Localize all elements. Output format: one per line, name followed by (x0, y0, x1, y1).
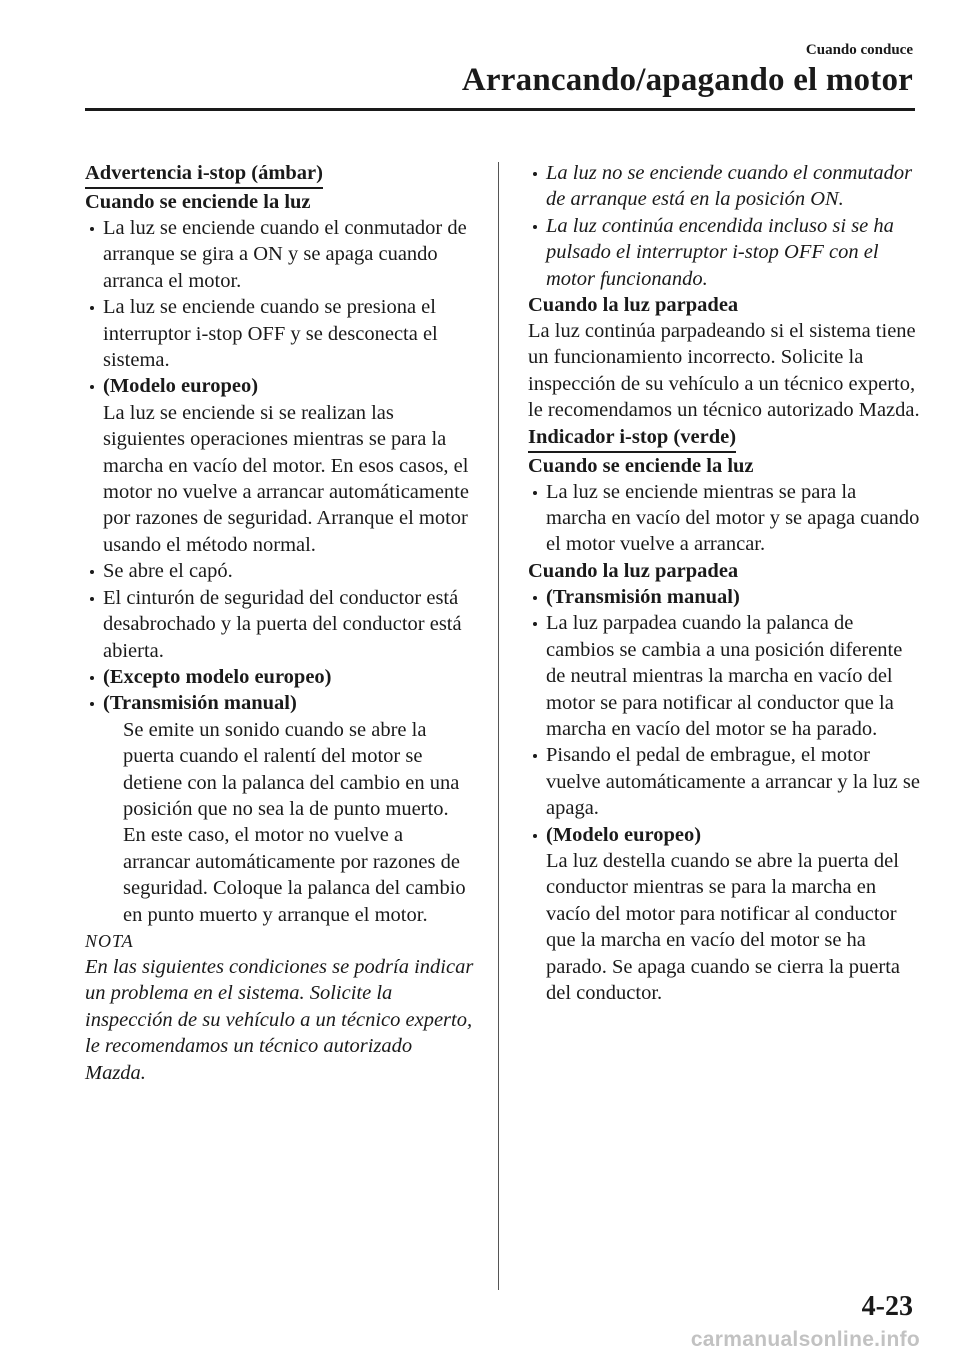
chapter-title: Arrancando/apagando el motor (461, 62, 913, 98)
lamp-on-heading: Cuando se enciende la luz (85, 191, 311, 213)
blink-text: La luz continúa parpadeando si el sistema tiene un funcionamiento incorrecto. Solicite la inspección de su vehículo a un técnico experto, le recomendamos un técnico autorizado Mazda. (528, 320, 920, 422)
note-label: NOTA (85, 930, 134, 951)
list-item: Se abre el capó. (85, 558, 475, 584)
list-item: La luz parpadea cuando la palanca de cambios se cambia a una posición diferente de neutral mientras la marcha en vacío del motor se para notificar al conductor que la marcha en vacío del motor se ha parado. (528, 610, 920, 742)
list-item: Pisando el pedal de embrague, el motor vuelve automáticamente a arrancar y la luz se apaga. (528, 742, 920, 821)
european-model-label: (Modelo europeo) (528, 822, 920, 848)
list-item: La luz se enciende cuando el conmutador de arranque se gira a ON y se apaga cuando arranca el motor. (85, 215, 475, 294)
indicator-heading: Indicador i-stop (verde) (528, 424, 736, 453)
list-item: La luz se enciende mientras se para la marcha en vacío del motor y se apaga cuando el motor vuelve a arrancar. (528, 479, 920, 558)
note-list-item: La luz no se enciende cuando el conmutador de arranque está en la posición ON. (528, 160, 920, 213)
european-model-text: La luz destella cuando se abre la puerta del conductor mientras se para la marcha en vacío del motor para notificar al conductor que la marcha en vacío del motor se ha parado. Se apaga cuando se cierra la puerta del conductor. (546, 849, 901, 1004)
watermark: carmanualsonline.info (690, 1328, 920, 1351)
manual-transmission-label: (Transmisión manual) (85, 690, 475, 716)
right-column (528, 160, 920, 1006)
note-list-item: La luz continúa encendida incluso si se ha pulsado el interruptor i-stop OFF con el motor funcionando. (528, 213, 920, 292)
manual-transmission-text: Se emite un sonido cuando se abre la puerta cuando el ralentí del motor se detiene con la palanca del cambio en una posición que no sea la de punto muerto. En este caso, el motor no vuelve a arrancar automáticamente por razones de seguridad. Coloque la palanca del cambio en punto muerto y arranque el motor. (123, 718, 466, 926)
section-label: Cuando conduce (805, 42, 913, 58)
column-divider (498, 162, 499, 1290)
warning-heading: Advertencia i-stop (ámbar) (85, 160, 323, 189)
note-text: En las siguientes condiciones se podría indicar un problema en el sistema. Solicite la inspección de su vehículo a un técnico experto, le recomendamos un técnico autorizado Mazda. (85, 955, 474, 1084)
blink-heading: Cuando la luz parpadea (528, 294, 739, 317)
blink-heading: Cuando la luz parpadea (528, 559, 739, 582)
left-column (85, 160, 475, 1086)
page-number: 4-23 (861, 1291, 913, 1322)
non-european-label: (Excepto modelo europeo) (85, 664, 475, 690)
list-item: La luz se enciende cuando se presiona el interruptor i-stop OFF y se desconecta el sistema. (85, 294, 475, 373)
header-rule (85, 108, 915, 111)
list-item: El cinturón de seguridad del conductor está desabrochado y la puerta del conductor está abierta. (85, 585, 475, 664)
european-model-text: La luz se enciende si se realizan las siguientes operaciones mientras se para la marcha en vacío del motor. En esos casos, el motor no vuelve a arrancar automáticamente por razones de seguridad. Arranque el motor usando el método normal. (103, 401, 469, 556)
manual-transmission-label: (Transmisión manual) (528, 584, 920, 610)
page-header (462, 40, 913, 100)
lamp-on-heading: Cuando se enciende la luz (528, 454, 754, 477)
european-model-label: (Modelo europeo) (85, 373, 475, 399)
